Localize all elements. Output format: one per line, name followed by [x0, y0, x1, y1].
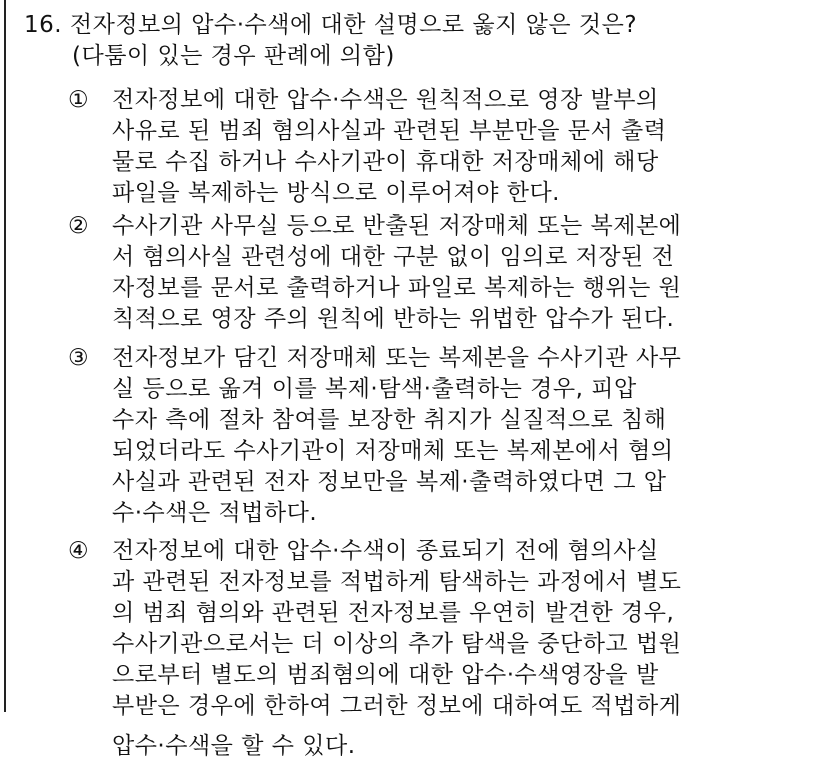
choice-1-mark: ① — [68, 87, 90, 113]
choice-1-line-2: 사유로 된 범죄 혐의사실과 관련된 부분만을 문서 출력 — [112, 118, 667, 144]
choice-3-mark: ③ — [68, 345, 90, 371]
choice-2-line-1: 수사기관 사무실 등으로 반출된 저장매체 또는 복제본에 — [112, 213, 682, 239]
choice-2-mark: ② — [68, 213, 90, 239]
choice-4-line-3: 의 범죄 혐의와 관련된 전자정보를 우연히 발견한 경우, — [112, 600, 675, 626]
question-note: (다툼이 있는 경우 판례에 의함) — [72, 43, 395, 69]
choice-1-line-1: 전자정보에 대한 압수·수색은 원칙적으로 영장 발부의 — [112, 87, 659, 113]
choice-3[interactable] — [68, 343, 808, 529]
choice-4-continuation: 압수·수색을 할 수 있다. — [112, 733, 356, 759]
choice-2-line-2: 서 혐의사실 관련성에 대한 구분 없이 임의로 저장된 전 — [112, 244, 675, 270]
choice-4[interactable] — [68, 536, 808, 722]
choice-2-line-4: 칙적으로 영장 주의 원칙에 반하는 위법한 압수가 된다. — [112, 306, 675, 332]
choice-3-line-3: 수자 측에 절차 참여를 보장한 취지가 실질적으로 침해 — [112, 407, 667, 433]
choice-4-line-6: 부받은 경우에 한하여 그러한 정보에 대하여도 적법하게 — [112, 693, 682, 719]
choice-3-line-2: 실 등으로 옮겨 이를 복제·탐색·출력하는 경우, 피압 — [112, 376, 637, 402]
choice-3-line-6: 수·수색은 적법하다. — [112, 500, 318, 526]
choice-2[interactable] — [68, 211, 808, 335]
question-text: 전자정보의 압수·수색에 대한 설명으로 옳지 않은 것은? — [69, 12, 638, 38]
left-border-line — [4, 0, 6, 712]
choice-3-line-4: 되었더라도 수사기관이 저장매체 또는 복제본에서 혐의 — [112, 438, 674, 464]
choice-3-line-5: 사실과 관련된 전자 정보만을 복제·출력하였다면 그 압 — [112, 469, 667, 495]
choice-1[interactable] — [68, 85, 808, 209]
choice-2-line-3: 자정보를 문서로 출력하거나 파일로 복제하는 행위는 원 — [112, 275, 682, 301]
question-number: 16. — [24, 12, 63, 38]
choice-3-line-1: 전자정보가 담긴 저장매체 또는 복제본을 수사기관 사무 — [112, 345, 682, 371]
choice-4-line-5: 으로부터 별도의 범죄혐의에 대한 압수·수색영장을 발 — [112, 662, 659, 688]
question-line — [24, 10, 804, 41]
choice-4-line-4: 수사기관으로서는 더 이상의 추가 탐색을 중단하고 법원 — [112, 631, 682, 657]
question-stem — [24, 10, 804, 72]
choice-1-line-4: 파일을 복제하는 방식으로 이루어져야 한다. — [112, 180, 560, 206]
choice-4-line-1: 전자정보에 대한 압수·수색이 종료되기 전에 혐의사실 — [112, 538, 659, 564]
choice-4-line-2: 과 관련된 전자정보를 적법하게 탐색하는 과정에서 별도 — [112, 569, 682, 595]
choice-4-mark: ④ — [68, 538, 90, 564]
choice-1-line-3: 물로 수집 하거나 수사기관이 휴대한 저장매체에 해당 — [112, 149, 659, 175]
